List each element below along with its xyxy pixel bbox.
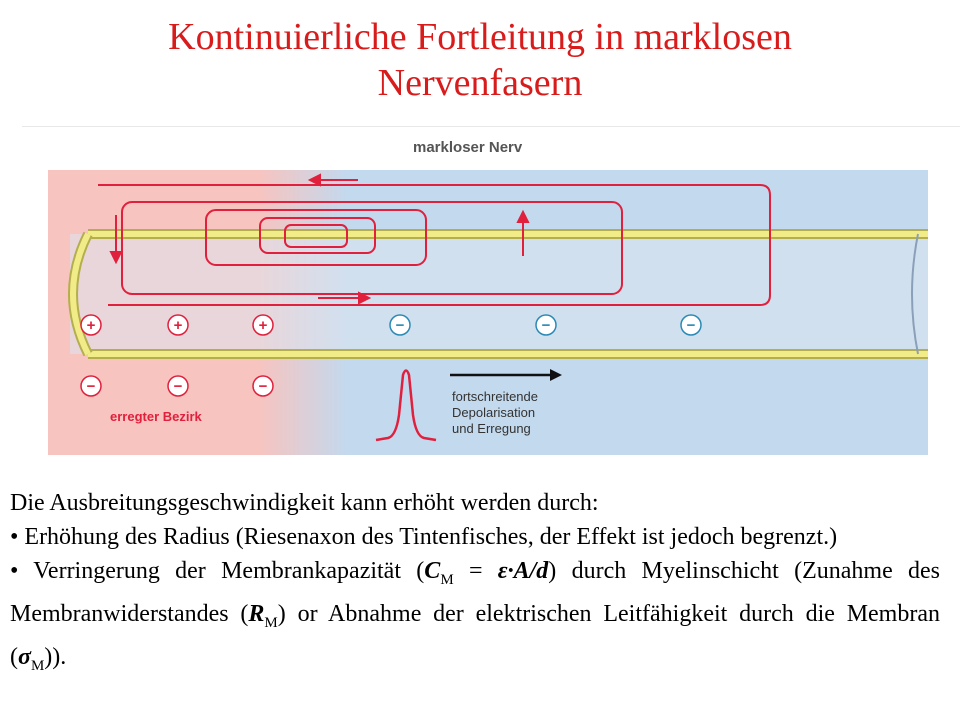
b2-mid: ) durch Myelinschicht (Zunahme des Membranwiderstandes ( bbox=[10, 558, 940, 627]
cm-subscript: M bbox=[440, 571, 454, 588]
minus-charge-label: − bbox=[173, 378, 183, 395]
intro-text: Die Ausbreitungsgeschwindigkeit kann erhöht werden durch: bbox=[10, 490, 599, 516]
propagation-caption-line: und Erregung bbox=[452, 421, 531, 436]
sigma-subscript: M bbox=[30, 657, 45, 674]
b2-equals: = bbox=[453, 558, 498, 584]
plus-charge-label: + bbox=[86, 317, 96, 334]
figure-heading: markloser Nerv bbox=[413, 139, 523, 156]
plus-charge-label: + bbox=[258, 317, 268, 334]
b2-prefix: • Verringerung der Membrankapazität ( bbox=[10, 558, 425, 584]
minus-charge-label: − bbox=[86, 378, 96, 395]
cm-symbol: C bbox=[424, 558, 441, 584]
rm-symbol: R bbox=[248, 600, 265, 627]
title-line-1: Kontinuierliche Fortleitung in marklosen bbox=[168, 16, 792, 58]
sigma-symbol: σ bbox=[18, 643, 31, 670]
bullet-radius: • Erhöhung des Radius (Riesenaxon des Tintenfisches, der Effekt ist jedoch begrenzt.) bbox=[10, 524, 838, 550]
slide-title bbox=[0, 14, 960, 106]
nerve-diagram-svg bbox=[48, 130, 928, 455]
minus-charge-label: − bbox=[395, 317, 405, 334]
rm-subscript: M bbox=[264, 614, 278, 631]
b2-mid2: ) or Abnahme der elektrischen Leitfähigkeit durch die Membran ( bbox=[10, 600, 940, 670]
title-line-2: Nervenfasern bbox=[377, 62, 583, 104]
minus-charge-label: − bbox=[541, 317, 551, 334]
minus-charge-label: − bbox=[686, 317, 696, 334]
nerve-diagram bbox=[48, 130, 928, 455]
body-text bbox=[10, 486, 940, 682]
propagation-caption-line: fortschreitende bbox=[452, 389, 538, 404]
bullet-capacitance bbox=[10, 554, 940, 682]
b2-end: )). bbox=[44, 643, 67, 670]
plus-charge-label: + bbox=[173, 317, 183, 334]
minus-charge-label: − bbox=[258, 378, 268, 395]
capacitance-formula: ε·A/d bbox=[497, 558, 549, 584]
title-divider bbox=[22, 126, 960, 127]
excited-region-label: erregter Bezirk bbox=[110, 409, 202, 424]
propagation-caption-line: Depolarisation bbox=[452, 405, 536, 420]
